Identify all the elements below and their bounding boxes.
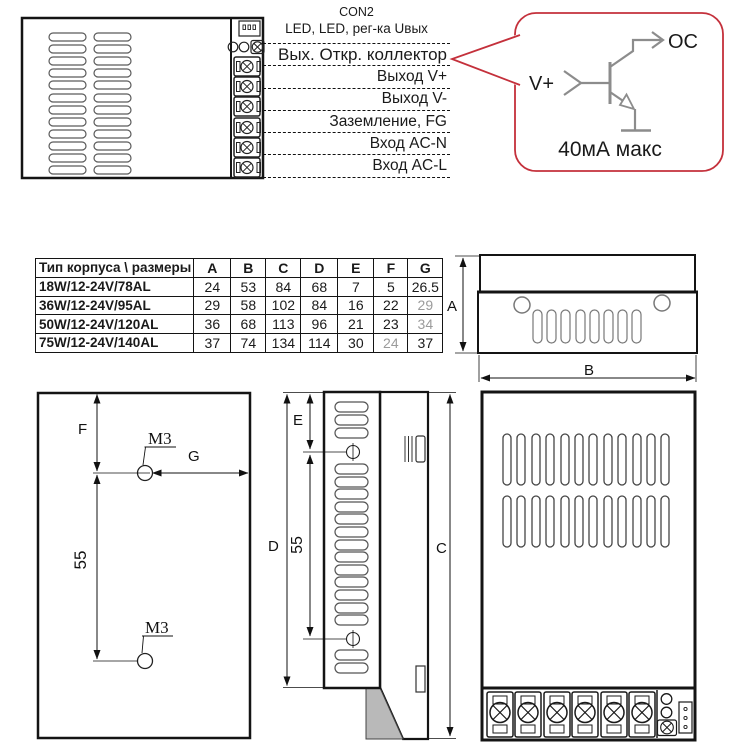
- table-cell: 68: [231, 315, 266, 334]
- open-collector-callout: [440, 0, 748, 200]
- table-header: D: [301, 259, 338, 278]
- size-table: [35, 258, 443, 353]
- table-header: F: [374, 259, 408, 278]
- table-cell: 26.5: [408, 277, 443, 296]
- cover-section: [480, 255, 695, 292]
- table-row: [36, 334, 443, 353]
- table-cell: 24: [374, 334, 408, 353]
- table-cell: 5: [374, 277, 408, 296]
- table-cell: 102: [266, 296, 301, 315]
- table-header: B: [231, 259, 266, 278]
- table-header: A: [194, 259, 231, 278]
- table-cell: 24: [194, 277, 231, 296]
- table-cell: 16: [338, 296, 374, 315]
- front-view-drawing: [458, 385, 748, 751]
- side-view-drawing: [445, 245, 748, 385]
- table-row: [36, 315, 443, 334]
- psu-top-view-drawing: [0, 0, 280, 200]
- dim-d-label: D: [268, 538, 279, 555]
- table-cell: 29: [194, 296, 231, 315]
- table-cell: 21: [338, 315, 374, 334]
- mounting-view-drawing: [25, 385, 260, 751]
- dim-a-label: A: [447, 298, 458, 315]
- terminal-label-acn: Вход AC-N: [263, 133, 450, 155]
- terminal-label-list: [263, 43, 450, 178]
- table-cell: 74: [231, 334, 266, 353]
- table-header-row: [36, 259, 443, 278]
- table-header: Тип корпуса \ размеры: [36, 259, 194, 278]
- table-cell: 84: [266, 277, 301, 296]
- dim-e-label: E: [293, 412, 304, 429]
- table-cell: 68: [301, 277, 338, 296]
- callout-current-note: 40мА макс: [558, 138, 662, 161]
- table-cell: 37: [408, 334, 443, 353]
- terminal-label-acl: Вход AC-L: [263, 155, 450, 177]
- table-cell: 84: [301, 296, 338, 315]
- con2-label: CON2: [339, 5, 374, 19]
- table-cell: 37: [194, 334, 231, 353]
- table-cell: 29: [408, 296, 443, 315]
- table-header: E: [338, 259, 374, 278]
- indicators-label: LED, LED, рег-ка Uвых: [285, 21, 428, 36]
- dim-f-label: F: [78, 421, 88, 438]
- table-cell: 23: [374, 315, 408, 334]
- table-cell: 22: [374, 296, 408, 315]
- table-header: G: [408, 259, 443, 278]
- bottom-panel-outline: [38, 393, 250, 738]
- hole-m3-label: M3: [145, 618, 169, 637]
- dim-g-label: G: [188, 448, 200, 465]
- dim-55-label: 55: [71, 550, 90, 570]
- table-row: [36, 277, 443, 296]
- callout-input-label: V+: [529, 73, 555, 95]
- case-type-cell: 18W/12-24V/78AL: [36, 277, 194, 296]
- terminal-label-vplus: Выход V+: [263, 66, 450, 88]
- callout-output-label: OC: [668, 31, 698, 53]
- case-type-cell: 75W/12-24V/140AL: [36, 334, 194, 353]
- terminal-label-vminus: Выход V-: [263, 89, 450, 111]
- case-type-cell: 36W/12-24V/95AL: [36, 296, 194, 315]
- table-cell: 30: [338, 334, 374, 353]
- dim-55-label: 55: [289, 536, 306, 554]
- dim-b-label: B: [584, 362, 595, 379]
- dim-c-label: C: [436, 540, 447, 557]
- table-cell: 53: [231, 277, 266, 296]
- case-type-cell: 50W/12-24V/120AL: [36, 315, 194, 334]
- table-cell: 134: [266, 334, 301, 353]
- hole-m3-label: M3: [148, 429, 172, 448]
- table-cell: 36: [194, 315, 231, 334]
- table-cell: 58: [231, 296, 266, 315]
- table-row: [36, 296, 443, 315]
- profile-view-drawing: [260, 385, 465, 751]
- table-header: C: [266, 259, 301, 278]
- body-section: [478, 292, 697, 353]
- table-cell: 7: [338, 277, 374, 296]
- terminal-label-fg: Заземление, FG: [263, 111, 450, 133]
- case-profile-outline: [380, 392, 428, 739]
- table-cell: 96: [301, 315, 338, 334]
- table-cell: 34: [408, 315, 443, 334]
- table-cell: 114: [301, 334, 338, 353]
- terminal-label-open-collector: Вых. Откр. коллектор: [263, 44, 450, 66]
- table-cell: 113: [266, 315, 301, 334]
